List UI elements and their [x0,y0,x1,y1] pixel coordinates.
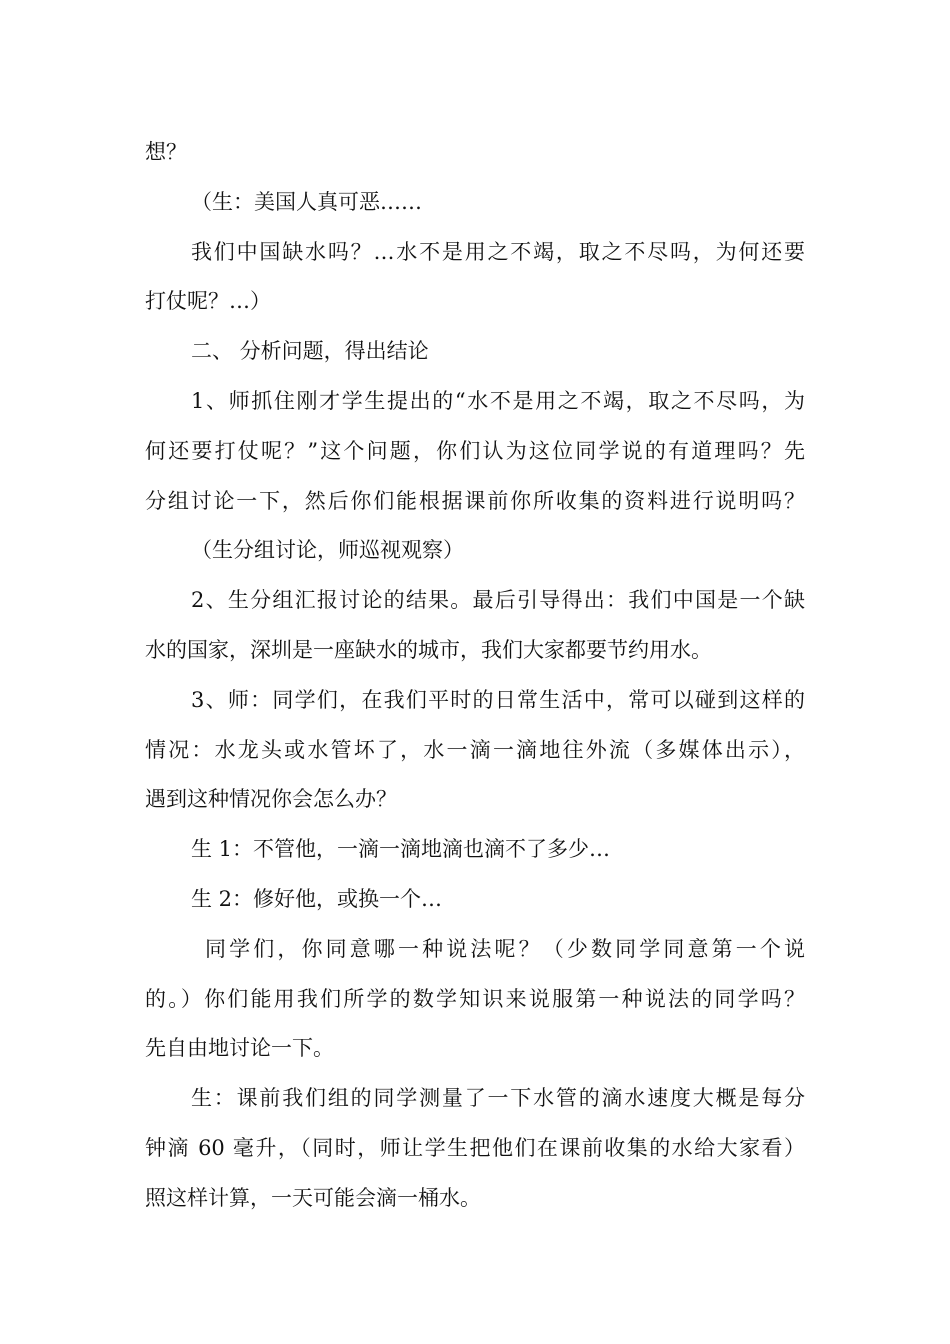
text-line: 情况：水龙头或水管坏了，水一滴一滴地往外流（多媒体出示）， [145,737,805,762]
text-line: （生分组讨论，师巡视观察） [191,538,464,563]
text-line: 照这样计算，一天可能会滴一桶水。 [145,1185,481,1210]
text-line: 遇到这种情况你会怎么办？ [145,787,397,812]
text-line: 分组讨论一下，然后你们能根据课前你所收集的资料进行说明吗？ [145,488,805,513]
text-line: 先自由地讨论一下。 [145,1036,334,1061]
text-line: 1、师抓住刚才学生提出的“水不是用之不竭，取之不尽吗，为 [191,388,805,413]
text-line: 打仗呢？…） [145,289,271,314]
text-line: 水的国家，深圳是一座缺水的城市，我们大家都要节约用水。 [145,637,712,662]
text-line: 3、师：同学们，在我们平时的日常生活中，常可以碰到这样的 [191,687,805,712]
text-line: 生：课前我们组的同学测量了一下水管的滴水速度大概是每分 [191,1086,805,1111]
text-line: 我们中国缺水吗？…水不是用之不竭，取之不尽吗，为何还要 [191,239,805,264]
text-line: 2、生分组汇报讨论的结果。最后引导得出：我们中国是一个缺 [191,588,805,613]
text-line: 同学们，你同意哪一种说法呢？（少数同学同意第一个说 [205,936,805,961]
text-line: 生 2：修好他，或换一个… [191,886,443,911]
section-heading: 二、 分析问题，得出结论 [191,339,429,364]
text-line: 何还要打仗呢？”这个问题，你们认为这位同学说的有道理吗？先 [145,438,805,463]
text-line: 的。）你们能用我们所学的数学知识来说服第一种说法的同学吗？ [145,986,805,1011]
text-line: （生：美国人真可恶…… [191,189,422,214]
text-line: 生 1：不管他，一滴一滴地滴也滴不了多少… [191,837,611,862]
text-line: 想？ [145,140,187,164]
text-line: 钟滴 60 毫升，（同时，师让学生把他们在课前收集的水给大家看） [145,1135,805,1160]
document-body [145,128,805,1224]
